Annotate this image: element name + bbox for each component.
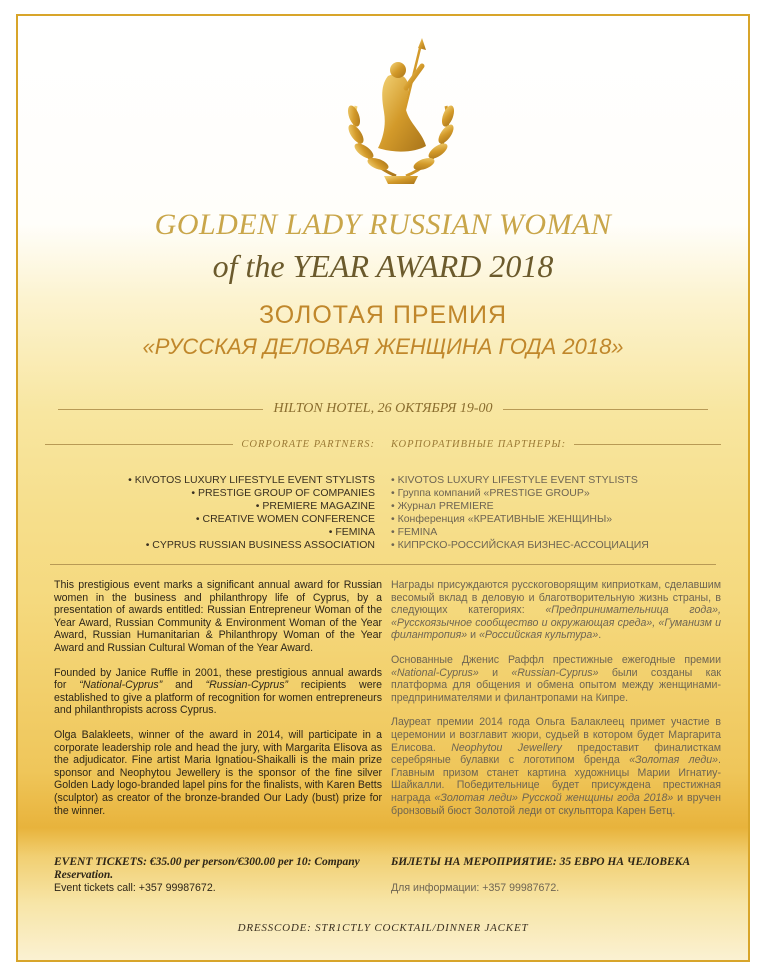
text-italic: «Российская культура» xyxy=(479,629,599,642)
text: были созданы как платформа для общения и обмена опытом между женщинами-предпринимателями и филантропами на Кипре. xyxy=(391,666,722,704)
text-italic: «Russian-Cyprus» xyxy=(511,666,599,679)
body-en-paragraph-3: Olga Balakleets, winner of the award in 2014, will participate in a corporate leadership role and head the jury, with Margarita Elisova as the adjudicator. Fine artist Maria Ignatiou-Shaikalli is the main prize sponsor and Neophytou Jewellery is the sponsor of the fine silver Golden Lady logo-branded lapel pins for the finalists, with Karen Betts (sculptor) as creator of the bronze-branded Our Lady (bust) prize for the winner. xyxy=(54,728,382,817)
tickets-en-phone: Event tickets call: +357 99987672. xyxy=(54,882,216,894)
partners-heading-en-text: CORPORATE PARTNERS: xyxy=(241,438,375,450)
golden-lady-statue-icon xyxy=(326,36,476,196)
body-en-paragraph-1: This prestigious event marks a significant annual award for Russian women in the business and philanthropy life of Cyprus, by a presentation of awards entitled: Russian Entrepreneur Woman of the Year Award, Russian Community & Environment Woman of the Year Award, Russian Humanitarian & Philanthropy Woman of the Year Award and Russian Cultural Woman of the Year Award. xyxy=(54,579,382,654)
partner-item: • CYPRUS RUSSIAN BUSINESS ASSOCIATION xyxy=(145,539,375,551)
tickets-ru-price: БИЛЕТЫ НА МЕРОПРИЯТИЕ: 35 ЕВРО НА ЧЕЛОВЕКА xyxy=(391,856,691,868)
partner-item: • KIVOTOS LUXURY LIFESTYLE EVENT STYLISTS xyxy=(128,474,375,486)
partners-heading-divider xyxy=(574,444,721,445)
partner-item: • FEMINA xyxy=(391,526,438,538)
dresscode: DRESSCODE: STR1CTLY COCKTAIL/DINNER JACKET xyxy=(237,922,529,934)
text-italic: Neophytou Jewellery xyxy=(451,741,562,754)
partner-item: • PREMIERE MAGAZINE xyxy=(255,500,375,512)
text-italic: «Предпринимательница года», «Русскоязычное сообщество и окружающая среда», «Гуманизм и филантропия» xyxy=(391,604,721,642)
partners-heading-row xyxy=(18,436,748,452)
text: и xyxy=(478,666,512,679)
partner-item: • Группа компаний «PRESTIGE GROUP» xyxy=(391,487,590,499)
partners-list-en xyxy=(75,474,375,552)
body-text-ru xyxy=(391,579,721,829)
partner-item: • PRESTIGE GROUP OF COMPANIES xyxy=(191,487,375,499)
section-divider xyxy=(50,564,716,565)
partners-list-ru xyxy=(391,474,691,552)
venue-text: HILTON HOTEL, 26 ОКТЯБРЯ 19-00 xyxy=(273,401,493,416)
text-italic: “Russian-Cyprus” xyxy=(205,679,289,692)
partner-item: • КИПРСКО-РОССИЙСКАЯ БИЗНЕС-АССОЦИАЦИЯ xyxy=(391,539,649,551)
body-ru-paragraph-3 xyxy=(391,716,721,817)
partners-heading-ru xyxy=(391,436,721,452)
venue-divider-right xyxy=(503,409,708,410)
title-russian-line2: «РУССКАЯ ДЕЛОВАЯ ЖЕНЩИНА ГОДА 2018» xyxy=(142,334,624,359)
text: и вручен бронзовый бюст Золотой леди от скульптора Карен Бетц. xyxy=(391,791,722,817)
text-italic: «Золотая леди» Русской женщины года 2018» xyxy=(434,791,674,804)
venue-row xyxy=(58,399,708,419)
text: and xyxy=(162,679,206,692)
text-italic: «Золотая леди» xyxy=(629,754,719,767)
partner-item: • Конференция «КРЕАТИВНЫЕ ЖЕНЩИНЫ» xyxy=(391,513,613,525)
partner-item: • KIVOTOS LUXURY LIFESTYLE EVENT STYLISTS xyxy=(391,474,638,486)
partner-item: • Журнал PREMIERE xyxy=(391,500,494,512)
text: recipients were established to give a platform of recognition for women entrepreneurs and philanthropists across Cyprus. xyxy=(54,679,383,717)
tickets-en xyxy=(54,856,384,895)
venue-divider-left xyxy=(58,409,263,410)
text: Награды присуждаются русскоговорящим киприоткам, сделавшим весомый вклад в деловую и благотворительную жизнь страны, в следующих категориях: xyxy=(391,579,721,617)
tickets-ru-phone: Для информации: +357 99987672. xyxy=(391,882,560,894)
tickets-en-price: EVENT TICKETS: €35.00 per person/€300.00 per 10: Company Reservation. xyxy=(54,856,360,881)
body-en-paragraph-2 xyxy=(54,667,382,717)
tickets-ru xyxy=(391,856,721,895)
text: Основанные Дженис Раффл престижные ежегодные премии xyxy=(391,653,721,666)
title-russian-line1: ЗОЛОТАЯ ПРЕМИЯ xyxy=(258,301,508,329)
body-ru-paragraph-1 xyxy=(391,579,721,642)
text-italic: “National-Cyprus” xyxy=(79,679,163,692)
text: . xyxy=(598,629,602,642)
body-text-en xyxy=(54,579,382,829)
partner-item: • FEMINA xyxy=(328,526,375,538)
title-english-line2: of the YEAR AWARD 2018 xyxy=(212,248,554,284)
text-italic: «National-Cyprus» xyxy=(391,666,479,679)
partner-item: • CREATIVE WOMEN CONFERENCE xyxy=(195,513,375,525)
text: . Главным призом станет картина художницы Марии Игнатиу-Шайкалли. Победительнице будет присуждена престижная награда xyxy=(391,754,721,804)
title-english-line1: GOLDEN LADY RUSSIAN WOMAN xyxy=(154,208,612,241)
partners-heading-divider xyxy=(45,444,233,445)
body-ru-paragraph-2 xyxy=(391,654,721,704)
text: предоставит финалисткам серебряные булавки с логотипом бренда xyxy=(391,741,722,767)
poster-frame xyxy=(16,14,750,962)
text: Founded by Janice Ruffle in 2001, these prestigious annual awards for xyxy=(54,666,382,692)
text: Лауреат премии 2014 года Ольга Балаклеец примет участие в церемонии и возглавит жюри, судьей в котором будет Маргарита Елисова. xyxy=(391,716,721,754)
text: и xyxy=(467,629,480,642)
partners-heading-en xyxy=(45,436,375,452)
partners-heading-ru-text: КОРПОРАТИВНЫЕ ПАРТНЕРЫ: xyxy=(391,438,567,450)
